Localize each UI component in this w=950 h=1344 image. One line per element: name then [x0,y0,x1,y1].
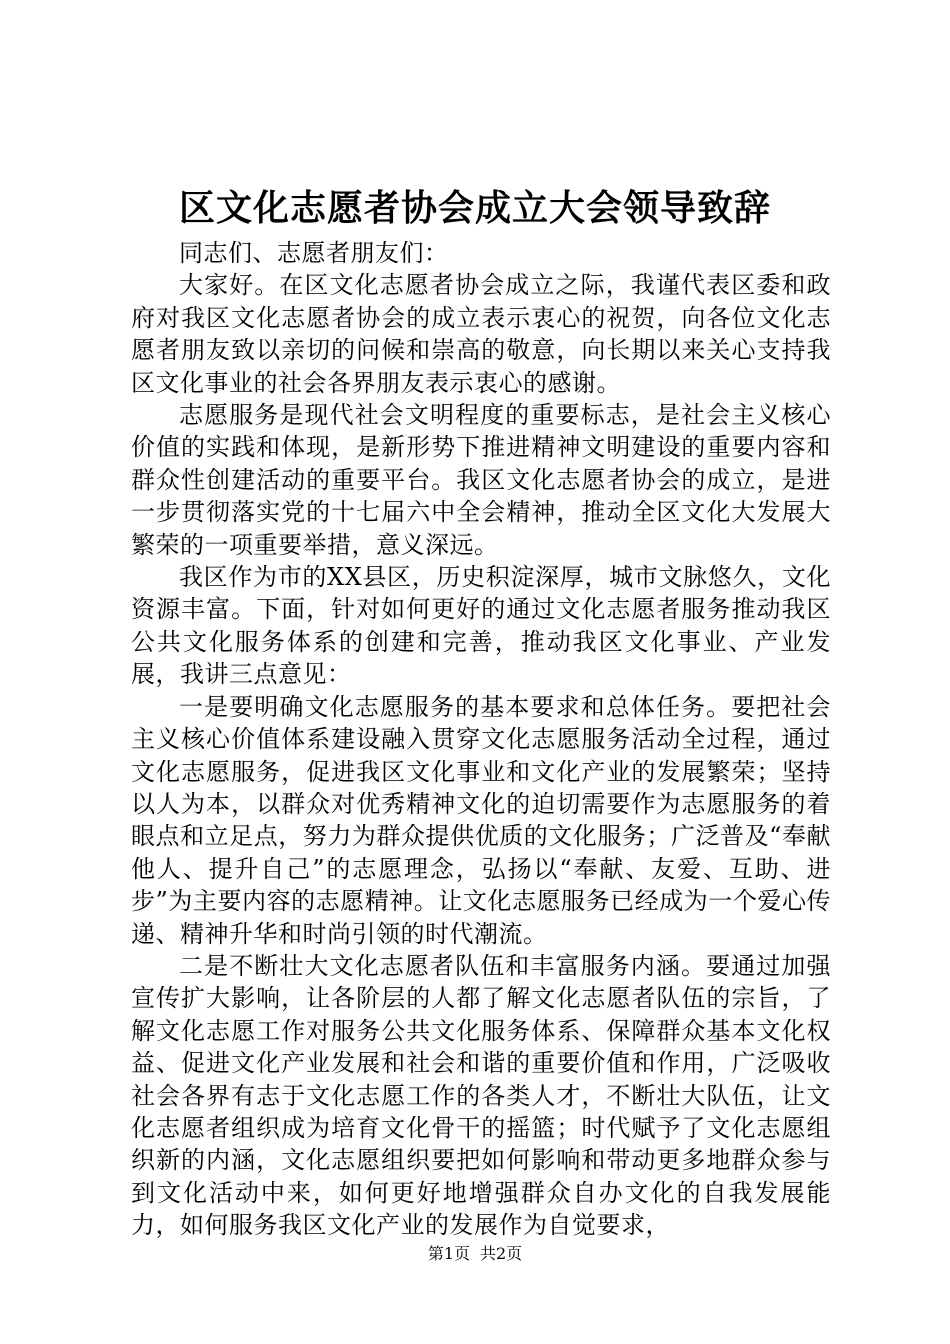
introduction-paragraph: 我区作为市的XX县区，历史积淀深厚，城市文脉悠久，文化资源丰富。下面，针对如何更好的通过文化志愿者服务推动我区公共文化服务体系的创建和完善，推动我区文化事业、产业发展，我讲三点意见： [131,563,831,689]
page-total: 共2页 [480,1244,523,1263]
page-number: 第1页 [427,1244,470,1263]
page-footer [0,1244,950,1264]
significance-paragraph: 志愿服务是现代社会文明程度的重要标志，是社会主义核心价值的实践和体现，是新形势下推进精神文明建设的重要内容和群众性创建活动的重要平台。我区文化志愿者协会的成立，是进一步贯彻落实党的十七届六中全会精神，推动全区文化大发展大繁荣的一项重要举措，意义深远。 [131,401,831,559]
document-title: 区文化志愿者协会成立大会领导致辞 [178,187,771,229]
salutation-paragraph: 同志们、志愿者朋友们： [179,239,449,267]
greeting-paragraph: 大家好。在区文化志愿者协会成立之际，我谨代表区委和政府对我区文化志愿者协会的成立表示衷心的祝贺，向各位文化志愿者朋友致以亲切的问候和崇高的敬意，向长期以来关心支持我区文化事业的社会各界朋友表示衷心的感谢。 [131,271,831,397]
point-one-paragraph: 一是要明确文化志愿服务的基本要求和总体任务。要把社会主义核心价值体系建设融入贯穿文化志愿服务活动全过程，通过文化志愿服务，促进我区文化事业和文化产业的发展繁荣；坚持以人为本，以群众对优秀精神文化的迫切需要作为志愿服务的着眼点和立足点，努力为群众提供优质的文化服务；广泛普及“奉献他人、提升自己”的志愿理念，弘扬以“奉献、友爱、互助、进步”为主要内容的志愿精神。让文化志愿服务已经成为一个爱心传递、精神升华和时尚引领的时代潮流。 [131,692,831,948]
document-body [131,237,831,1242]
point-two-paragraph: 二是不断壮大文化志愿者队伍和丰富服务内涵。要通过加强宣传扩大影响，让各阶层的人都了解文化志愿者队伍的宗旨，了解文化志愿工作对服务公共文化服务体系、保障群众基本文化权益、促进文化产业发展和社会和谐的重要价值和作用，广泛吸收社会各界有志于文化志愿工作的各类人才，不断壮大队伍，让文化志愿者组织成为培育文化骨干的摇篮；时代赋予了文化志愿组织新的内涵，文化志愿组织要把如何影响和带动更多地群众参与到文化活动中来，如何更好地增强群众自办文化的自我发展能力，如何服务我区文化产业的发展作为自觉要求， [131,951,831,1240]
